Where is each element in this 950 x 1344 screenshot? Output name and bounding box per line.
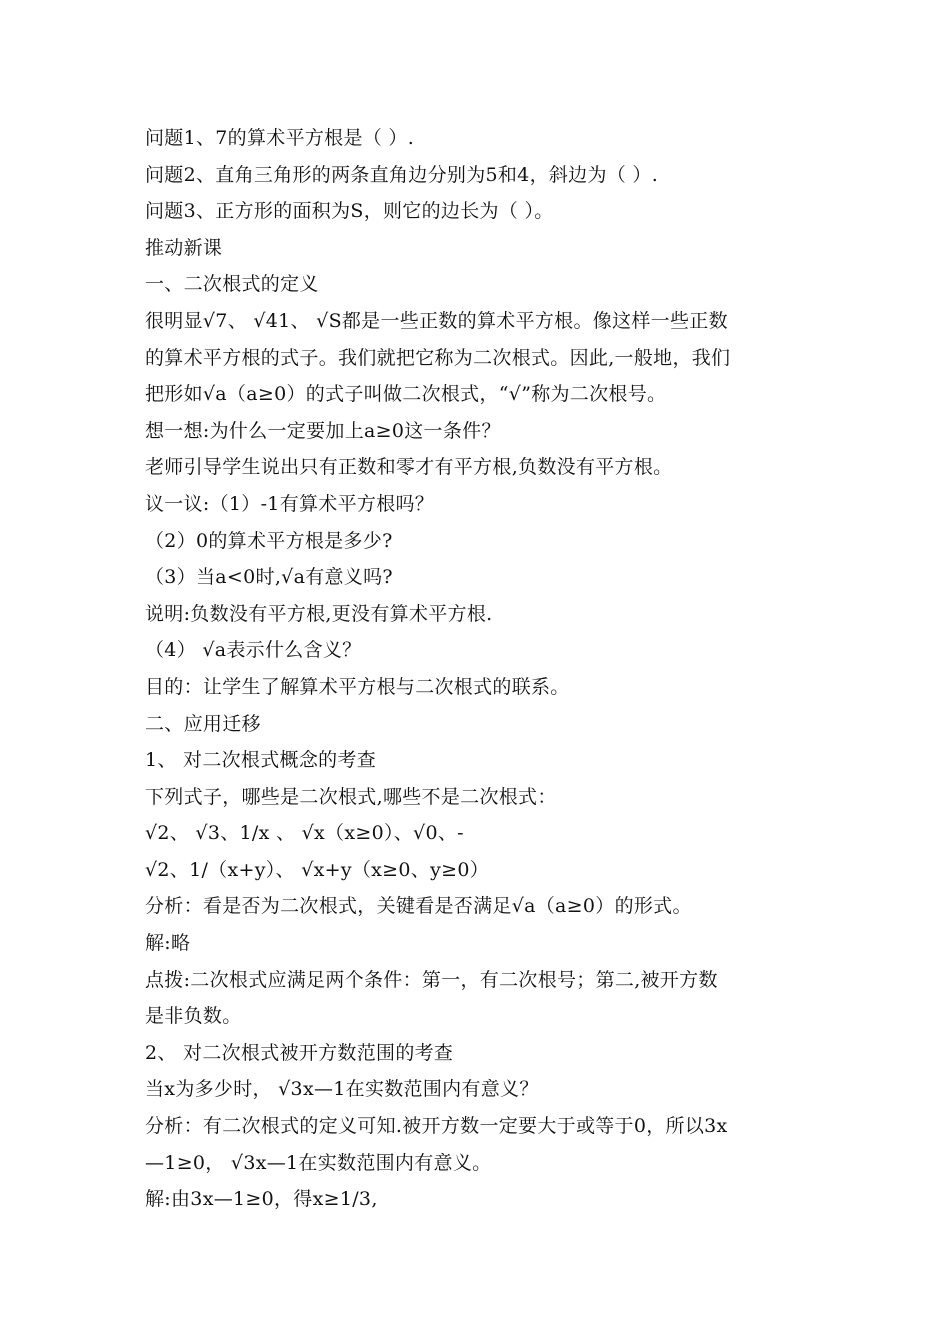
text-line: 当x为多少时， √3x—1在实数范围内有意义？ bbox=[145, 1078, 539, 1101]
document-body bbox=[145, 120, 815, 1218]
subsection-heading: 1、 对二次根式概念的考查 bbox=[145, 749, 377, 772]
subsection-heading: 2、 对二次根式被开方数范围的考查 bbox=[145, 1041, 454, 1064]
text-line: （3）当a<0时,√a有意义吗? bbox=[145, 566, 393, 589]
text-line: 很明显√7、 √41、 √S都是一些正数的算术平方根。像这样一些正数 bbox=[145, 309, 728, 332]
section-heading: 二、应用迁移 bbox=[145, 712, 261, 735]
text-line: 把形如√a（a≥0）的式子叫做二次根式，“√”称为二次根号。 bbox=[145, 383, 667, 406]
text-line: 的算术平方根的式子。我们就把它称为二次根式。因此,一般地，我们 bbox=[145, 346, 731, 369]
text-line: 分析：有二次根式的定义可知.被开方数一定要大于或等于0，所以3x bbox=[145, 1115, 728, 1138]
text-line: 解:由3x—1≥0，得x≥1/3, bbox=[145, 1188, 378, 1211]
text-line: 是非负数。 bbox=[145, 1005, 242, 1028]
text-line: √2、1/（x+y）、 √x+y（x≥0、y≥0） bbox=[145, 858, 490, 881]
section-heading: 一、二次根式的定义 bbox=[145, 273, 319, 296]
text-line: 说明:负数没有平方根,更没有算术平方根. bbox=[145, 602, 493, 625]
text-line: √2、 √3、1/x 、 √x（x≥0）、√0、- bbox=[145, 822, 464, 845]
text-line: 分析：看是否为二次根式，关键看是否满足√a（a≥0）的形式。 bbox=[145, 895, 692, 918]
text-line: 点拨:二次根式应满足两个条件：第一，有二次根号；第二,被开方数 bbox=[145, 968, 718, 991]
text-line: 老师引导学生说出只有正数和零才有平方根,负数没有平方根。 bbox=[145, 456, 673, 479]
text-line: 问题1、7的算术平方根是（ ）. bbox=[145, 127, 415, 149]
text-line: —1≥0， √3x—1在实数范围内有意义。 bbox=[145, 1151, 492, 1174]
section-heading: 推动新课 bbox=[145, 236, 223, 259]
text-line: 解:略 bbox=[145, 932, 191, 955]
text-line: 问题3、正方形的面积为S，则它的边长为（ ）。 bbox=[145, 200, 554, 223]
text-line: （2）0的算术平方根是多少? bbox=[145, 529, 393, 552]
text-line: 目的：让学生了解算术平方根与二次根式的联系。 bbox=[145, 675, 570, 698]
text-line: （4） √a表示什么含义？ bbox=[145, 639, 362, 662]
text-line: 问题2、直角三角形的两条直角边分别为5和4，斜边为（ ）. bbox=[145, 163, 659, 186]
text-line: 下列式子，哪些是二次根式,哪些不是二次根式： bbox=[145, 785, 557, 808]
text-line: 想一想:为什么一定要加上a≥0这一条件？ bbox=[145, 419, 501, 442]
text-line: 议一议:（1）-1有算术平方根吗？ bbox=[145, 492, 435, 515]
